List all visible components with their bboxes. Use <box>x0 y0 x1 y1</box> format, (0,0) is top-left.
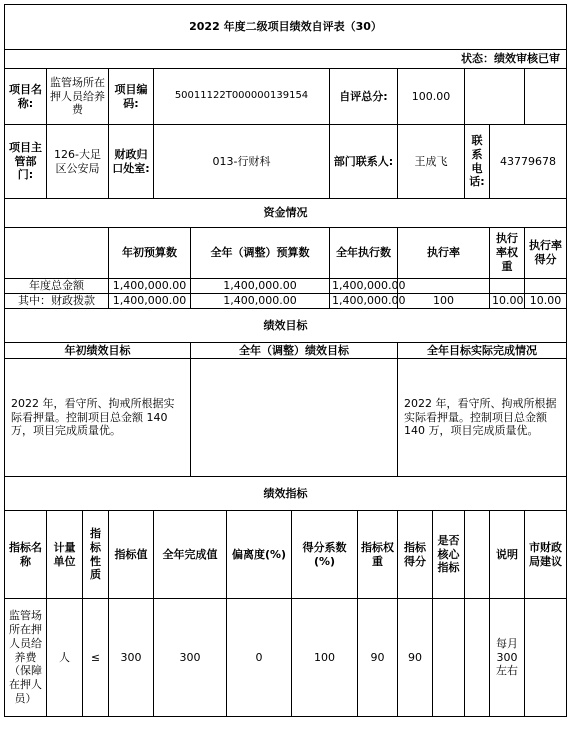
contact-value: 王成飞 <box>398 125 465 199</box>
ind-header-score: 指标得分 <box>398 511 433 599</box>
ind-note: 每月300左右 <box>490 599 525 717</box>
page-title: 2022 年度二级项目绩效自评表（30） <box>5 5 567 50</box>
table-row <box>5 279 567 294</box>
funds-header-initial: 年初预算数 <box>109 228 191 279</box>
ind-header-advice: 市财政局建议 <box>525 511 567 599</box>
self-score: 100.00 <box>398 69 465 125</box>
evaluation-table <box>4 4 567 717</box>
goals-section-title: 绩效目标 <box>5 309 567 343</box>
ind-header-actual: 全年完成值 <box>154 511 227 599</box>
funds-adjusted: 1,400,000.00 <box>191 294 330 309</box>
empty-cell <box>525 69 567 125</box>
goal-initial: 2022 年，看守所、拘戒所根据实际看押量。控制项目总金额 140 万，项目完成质量优。 <box>5 359 191 477</box>
phone-value: 43779678 <box>490 125 567 199</box>
funds-row-label: 年度总金额 <box>5 279 109 294</box>
funds-score <box>525 279 567 294</box>
empty-cell <box>465 69 525 125</box>
ind-name: 监管场所在押人员给养费（保障在押人员） <box>5 599 47 717</box>
funds-executed: 1,400,000.00 <box>330 294 398 309</box>
ind-header-nature: 指标性质 <box>83 511 109 599</box>
contact-label: 部门联系人: <box>330 125 398 199</box>
goal-actual: 2022 年，看守所、拘戒所根据实际看押量。控制项目总金额 140 万，项目完成质量优。 <box>398 359 567 477</box>
project-name-label: 项目名称: <box>5 69 47 125</box>
goals-header-adjusted: 全年（调整）绩效目标 <box>191 343 398 359</box>
funds-section-title: 资金情况 <box>5 199 567 228</box>
ind-advice <box>525 599 567 717</box>
ind-core <box>433 599 465 717</box>
goals-header-initial: 年初绩效目标 <box>5 343 191 359</box>
funds-header-executed: 全年执行数 <box>330 228 398 279</box>
finance-label: 财政归口处室: <box>109 125 154 199</box>
funds-row-label: 其中：财政拨款 <box>5 294 109 309</box>
self-score-label: 自评总分: <box>330 69 398 125</box>
dept-value: 126-大足区公安局 <box>47 125 109 199</box>
ind-unit: 人 <box>47 599 83 717</box>
ind-actual: 300 <box>154 599 227 717</box>
ind-header-core-flag <box>465 511 490 599</box>
dept-label: 项目主管部门: <box>5 125 47 199</box>
funds-header-weight: 执行率权重 <box>490 228 525 279</box>
ind-header-coef: 得分系数(%) <box>292 511 358 599</box>
phone-label: 联系电话: <box>465 125 490 199</box>
funds-score: 10.00 <box>525 294 567 309</box>
funds-adjusted: 1,400,000.00 <box>191 279 330 294</box>
ind-weight: 90 <box>358 599 398 717</box>
ind-nature: ≤ <box>83 599 109 717</box>
goals-header-actual: 全年目标实际完成情况 <box>398 343 567 359</box>
ind-header-name: 指标名称 <box>5 511 47 599</box>
funds-header-adjusted: 全年（调整）预算数 <box>191 228 330 279</box>
funds-initial: 1,400,000.00 <box>109 294 191 309</box>
project-code-label: 项目编码: <box>109 69 154 125</box>
project-code: 50011122T000000139154 <box>154 69 330 125</box>
ind-header-weight: 指标权重 <box>358 511 398 599</box>
project-name: 监管场所在押人员给养费 <box>47 69 109 125</box>
goal-adjusted <box>191 359 398 477</box>
ind-coef: 100 <box>292 599 358 717</box>
funds-weight <box>490 279 525 294</box>
ind-core-flag <box>465 599 490 717</box>
empty-cell <box>5 228 109 279</box>
ind-header-note: 说明 <box>490 511 525 599</box>
status-text: 状态：绩效审核已审 <box>5 50 567 69</box>
finance-value: 013-行财科 <box>154 125 330 199</box>
table-row <box>5 294 567 309</box>
evaluation-form <box>4 4 566 730</box>
funds-rate: 100 <box>398 294 490 309</box>
funds-initial: 1,400,000.00 <box>109 279 191 294</box>
funds-executed: 1,400,000.00 <box>330 279 398 294</box>
funds-rate <box>398 279 490 294</box>
ind-value: 300 <box>109 599 154 717</box>
funds-weight: 10.00 <box>490 294 525 309</box>
ind-header-value: 指标值 <box>109 511 154 599</box>
ind-deviation: 0 <box>227 599 292 717</box>
funds-header-rate: 执行率 <box>398 228 490 279</box>
ind-score: 90 <box>398 599 433 717</box>
funds-header-score: 执行率得分 <box>525 228 567 279</box>
ind-header-core: 是否核心指标 <box>433 511 465 599</box>
indicators-section-title: 绩效指标 <box>5 477 567 511</box>
ind-header-deviation: 偏离度(%) <box>227 511 292 599</box>
table-row <box>5 599 567 717</box>
ind-header-unit: 计量单位 <box>47 511 83 599</box>
